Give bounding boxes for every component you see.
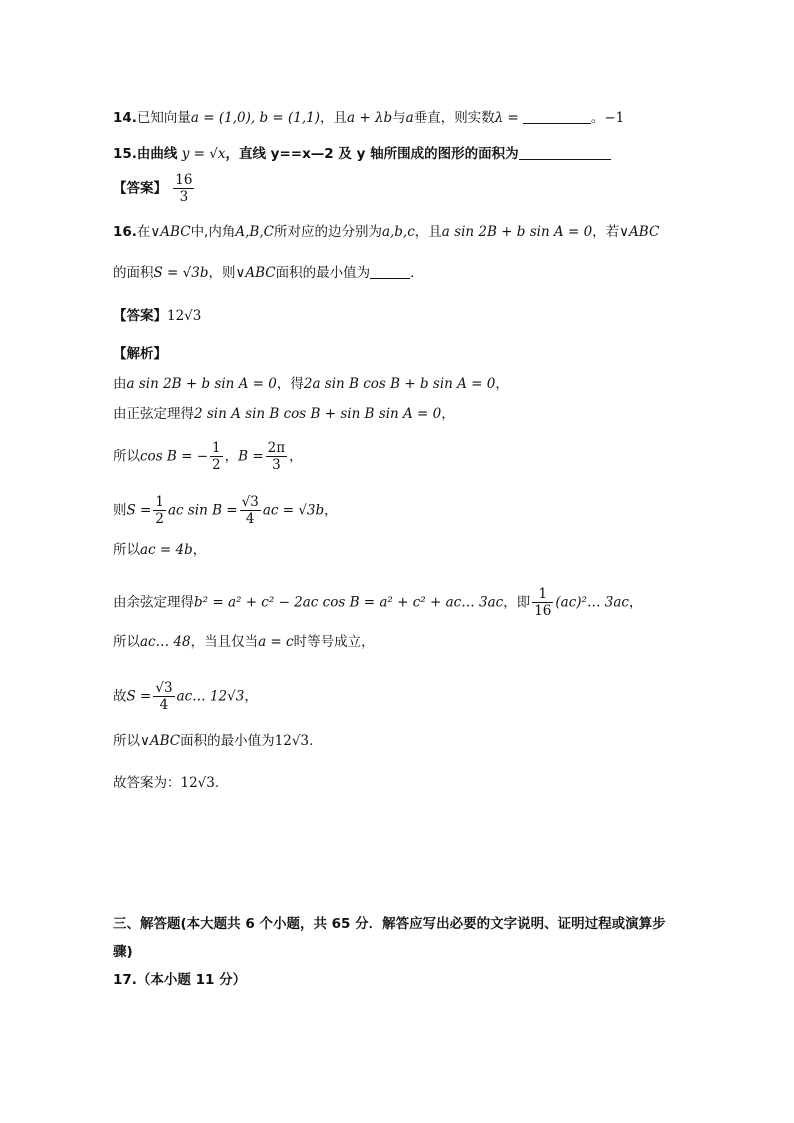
answer-value: −1 xyxy=(604,110,625,126)
step-1: 由a sin 2B + b sin A = 0，得2a sin B cos B + b sin A = 0， xyxy=(113,376,509,392)
step-10: 故答案为：12√3. xyxy=(113,775,220,791)
question-15: 15.由曲线 y = √x，直线 y==x—2 及 y 轴所围成的图形的面积为 xyxy=(113,144,611,164)
step-7: 所以ac… 48，当且仅当a = c时等号成立， xyxy=(113,634,375,650)
section-heading: 三、解答题(本大题共 6 个小题，共 65 分．解答应写出必要的文字说明、证明过程或演算步 xyxy=(113,916,666,932)
answer-blank xyxy=(519,145,611,160)
question-16-line-1: 16.在∨ABC中,内角A,B,C所对应的边分别为a,b,c，且a sin 2B + b sin A = 0，若∨ABC xyxy=(113,224,660,240)
step-4: 则S = $\frac{1}{2}$ ac sin B = $\frac{√3}{4}$ ac = √3b， xyxy=(113,494,338,527)
question-15-answer xyxy=(113,172,196,205)
answer-blank xyxy=(370,264,410,279)
question-16-line-2: 的面积S = √3b，则∨ABC面积的最小值为 . xyxy=(113,265,415,281)
step-9: 所以∨ABC面积的最小值为12√3. xyxy=(113,733,314,749)
question-16-answer xyxy=(113,306,201,326)
fraction: $\frac{2\pi}{3}$ xyxy=(267,440,286,473)
fraction: $\frac{1}{2}$ xyxy=(212,440,221,473)
answer-label: 【答案】 xyxy=(113,308,167,324)
step-8: 故S = $\frac{√3}{4}$ ac… 12√3， xyxy=(113,680,258,713)
question-number: 16. xyxy=(113,224,137,240)
fraction: $\frac{1}{2}$ xyxy=(155,494,164,527)
answer-blank xyxy=(523,109,591,124)
question-17-heading: 17.（本小题 11 分） xyxy=(113,972,247,988)
analysis-label: 【解析】 xyxy=(113,346,167,362)
fraction: $\frac{√3}{4}$ xyxy=(241,494,259,527)
question-number: 14. xyxy=(113,110,137,126)
answer-value: 12√3 xyxy=(167,308,202,324)
step-2: 由正弦定理得2 sin A sin B cos B + sin B sin A = 0， xyxy=(113,406,455,422)
fraction: $\frac{1}{16}$ xyxy=(534,586,552,619)
section-heading-cont: 骤) xyxy=(113,944,133,960)
step-6: 由余弦定理得b² = a² + c² − 2ac cos B = a² + c² + ac… 3ac，即 $\frac{1}{16}$ (ac)²… 3ac， xyxy=(113,586,643,619)
answer-fraction: $\frac{16}{3}$ xyxy=(175,172,193,205)
step-3: 所以cos B = − $\frac{1}{2}$ ，B = $\frac{2\pi}{3}$ ， xyxy=(113,440,303,473)
fraction: $\frac{√3}{4}$ xyxy=(155,680,173,713)
question-14: 14.已知向量a = (1,0), b = (1,1)，且a + λb与a垂直，则实数λ = 。−1 xyxy=(113,110,625,126)
step-5: 所以ac = 4b， xyxy=(113,542,207,558)
question-number: 15. xyxy=(113,146,137,162)
answer-label: 【答案】 xyxy=(113,180,167,197)
